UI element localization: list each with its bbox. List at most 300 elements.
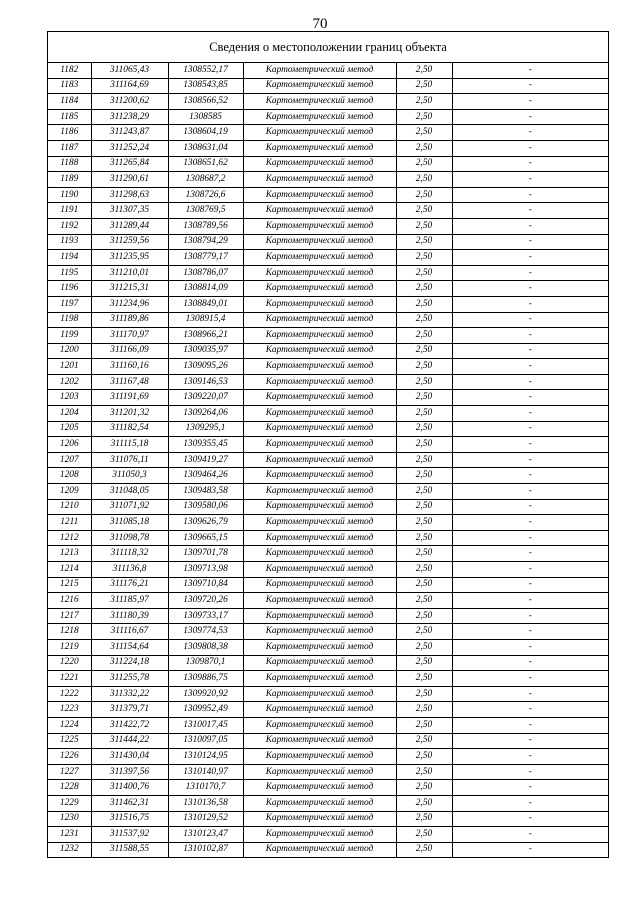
method-cell: Картометрический метод xyxy=(243,468,396,484)
point-number-cell: 1212 xyxy=(48,530,91,546)
table-row xyxy=(48,125,608,141)
description-cell: - xyxy=(452,468,608,484)
point-number-cell: 1208 xyxy=(48,468,91,484)
point-number-cell: 1205 xyxy=(48,421,91,437)
method-cell: Картометрический метод xyxy=(243,764,396,780)
method-cell: Картометрический метод xyxy=(243,218,396,234)
accuracy-cell: 2,50 xyxy=(396,109,452,125)
y-coordinate-cell: 1309095,26 xyxy=(168,359,243,375)
description-cell: - xyxy=(452,655,608,671)
y-coordinate-cell: 1309774,53 xyxy=(168,624,243,640)
y-coordinate-cell: 1308966,21 xyxy=(168,328,243,344)
accuracy-cell: 2,50 xyxy=(396,749,452,765)
table-row xyxy=(48,109,608,125)
point-number-cell: 1222 xyxy=(48,686,91,702)
y-coordinate-cell: 1310124,95 xyxy=(168,749,243,765)
accuracy-cell: 2,50 xyxy=(396,546,452,562)
point-number-cell: 1218 xyxy=(48,624,91,640)
description-cell: - xyxy=(452,250,608,266)
method-cell: Картометрический метод xyxy=(243,733,396,749)
table-row xyxy=(48,499,608,515)
point-number-cell: 1197 xyxy=(48,296,91,312)
x-coordinate-cell: 311298,63 xyxy=(91,187,168,203)
description-cell: - xyxy=(452,78,608,94)
table-row xyxy=(48,390,608,406)
method-cell: Картометрический метод xyxy=(243,546,396,562)
table-row xyxy=(48,764,608,780)
x-coordinate-cell: 311170,97 xyxy=(91,328,168,344)
table-row xyxy=(48,608,608,624)
x-coordinate-cell: 311050,3 xyxy=(91,468,168,484)
accuracy-cell: 2,50 xyxy=(396,468,452,484)
description-cell: - xyxy=(452,671,608,687)
y-coordinate-cell: 1309701,78 xyxy=(168,546,243,562)
table-row xyxy=(48,421,608,437)
description-cell: - xyxy=(452,156,608,172)
accuracy-cell: 2,50 xyxy=(396,421,452,437)
page-number: 70 xyxy=(312,16,328,32)
point-number-cell: 1207 xyxy=(48,452,91,468)
x-coordinate-cell: 311516,75 xyxy=(91,811,168,827)
point-number-cell: 1211 xyxy=(48,515,91,531)
table-row xyxy=(48,374,608,390)
table-row xyxy=(48,484,608,500)
accuracy-cell: 2,50 xyxy=(396,203,452,219)
accuracy-cell: 2,50 xyxy=(396,671,452,687)
table-row xyxy=(48,842,608,857)
method-cell: Картометрический метод xyxy=(243,203,396,219)
point-number-cell: 1193 xyxy=(48,234,91,250)
method-cell: Картометрический метод xyxy=(243,717,396,733)
x-coordinate-cell: 311243,87 xyxy=(91,125,168,141)
y-coordinate-cell: 1310136,58 xyxy=(168,795,243,811)
description-cell: - xyxy=(452,562,608,578)
x-coordinate-cell: 311265,84 xyxy=(91,156,168,172)
description-cell: - xyxy=(452,265,608,281)
x-coordinate-cell: 311215,31 xyxy=(91,281,168,297)
x-coordinate-cell: 311180,39 xyxy=(91,608,168,624)
table-row xyxy=(48,172,608,188)
description-cell: - xyxy=(452,702,608,718)
x-coordinate-cell: 311397,56 xyxy=(91,764,168,780)
accuracy-cell: 2,50 xyxy=(396,359,452,375)
y-coordinate-cell: 1309665,15 xyxy=(168,530,243,546)
method-cell: Картометрический метод xyxy=(243,234,396,250)
x-coordinate-cell: 311065,43 xyxy=(91,63,168,78)
point-number-cell: 1210 xyxy=(48,499,91,515)
point-number-cell: 1201 xyxy=(48,359,91,375)
x-coordinate-cell: 311307,35 xyxy=(91,203,168,219)
accuracy-cell: 2,50 xyxy=(396,172,452,188)
accuracy-cell: 2,50 xyxy=(396,717,452,733)
description-cell: - xyxy=(452,437,608,453)
table-row xyxy=(48,827,608,843)
x-coordinate-cell: 311200,62 xyxy=(91,94,168,110)
method-cell: Картометрический метод xyxy=(243,343,396,359)
point-number-cell: 1229 xyxy=(48,795,91,811)
accuracy-cell: 2,50 xyxy=(396,764,452,780)
point-number-cell: 1224 xyxy=(48,717,91,733)
description-cell: - xyxy=(452,717,608,733)
method-cell: Картометрический метод xyxy=(243,780,396,796)
table-row xyxy=(48,639,608,655)
point-number-cell: 1192 xyxy=(48,218,91,234)
x-coordinate-cell: 311289,44 xyxy=(91,218,168,234)
point-number-cell: 1217 xyxy=(48,608,91,624)
y-coordinate-cell: 1309952,49 xyxy=(168,702,243,718)
accuracy-cell: 2,50 xyxy=(396,234,452,250)
accuracy-cell: 2,50 xyxy=(396,811,452,827)
accuracy-cell: 2,50 xyxy=(396,125,452,141)
table-row xyxy=(48,296,608,312)
x-coordinate-cell: 311076,11 xyxy=(91,452,168,468)
y-coordinate-cell: 1310140,97 xyxy=(168,764,243,780)
point-number-cell: 1209 xyxy=(48,484,91,500)
x-coordinate-cell: 311235,95 xyxy=(91,250,168,266)
y-coordinate-cell: 1309146,53 xyxy=(168,374,243,390)
y-coordinate-cell: 1309720,26 xyxy=(168,593,243,609)
table-row xyxy=(48,780,608,796)
table-row xyxy=(48,437,608,453)
method-cell: Картометрический метод xyxy=(243,374,396,390)
accuracy-cell: 2,50 xyxy=(396,281,452,297)
method-cell: Картометрический метод xyxy=(243,608,396,624)
y-coordinate-cell: 1310170,7 xyxy=(168,780,243,796)
x-coordinate-cell: 311444,22 xyxy=(91,733,168,749)
description-cell: - xyxy=(452,749,608,765)
y-coordinate-cell: 1309626,79 xyxy=(168,515,243,531)
description-cell: - xyxy=(452,203,608,219)
accuracy-cell: 2,50 xyxy=(396,624,452,640)
method-cell: Картометрический метод xyxy=(243,359,396,375)
accuracy-cell: 2,50 xyxy=(396,218,452,234)
y-coordinate-cell: 1308552,17 xyxy=(168,63,243,78)
y-coordinate-cell: 1309483,58 xyxy=(168,484,243,500)
table-row xyxy=(48,281,608,297)
point-number-cell: 1232 xyxy=(48,842,91,857)
description-cell: - xyxy=(452,484,608,500)
point-number-cell: 1185 xyxy=(48,109,91,125)
method-cell: Картометрический метод xyxy=(243,827,396,843)
y-coordinate-cell: 1309886,75 xyxy=(168,671,243,687)
point-number-cell: 1190 xyxy=(48,187,91,203)
method-cell: Картометрический метод xyxy=(243,187,396,203)
x-coordinate-cell: 311185,97 xyxy=(91,593,168,609)
x-coordinate-cell: 311379,71 xyxy=(91,702,168,718)
point-number-cell: 1215 xyxy=(48,577,91,593)
method-cell: Картометрический метод xyxy=(243,281,396,297)
table-row xyxy=(48,515,608,531)
x-coordinate-cell: 311160,16 xyxy=(91,359,168,375)
x-coordinate-cell: 311071,92 xyxy=(91,499,168,515)
description-cell: - xyxy=(452,343,608,359)
method-cell: Картометрический метод xyxy=(243,312,396,328)
y-coordinate-cell: 1308651,62 xyxy=(168,156,243,172)
description-cell: - xyxy=(452,374,608,390)
accuracy-cell: 2,50 xyxy=(396,780,452,796)
accuracy-cell: 2,50 xyxy=(396,515,452,531)
x-coordinate-cell: 311462,31 xyxy=(91,795,168,811)
description-cell: - xyxy=(452,764,608,780)
y-coordinate-cell: 1308786,07 xyxy=(168,265,243,281)
accuracy-cell: 2,50 xyxy=(396,639,452,655)
point-number-cell: 1183 xyxy=(48,78,91,94)
y-coordinate-cell: 1308915,4 xyxy=(168,312,243,328)
x-coordinate-cell: 311164,69 xyxy=(91,78,168,94)
method-cell: Картометрический метод xyxy=(243,421,396,437)
accuracy-cell: 2,50 xyxy=(396,484,452,500)
table-row xyxy=(48,156,608,172)
coordinates-table-body xyxy=(48,63,608,857)
table-row xyxy=(48,655,608,671)
x-coordinate-cell: 311252,24 xyxy=(91,140,168,156)
x-coordinate-cell: 311166,09 xyxy=(91,343,168,359)
description-cell: - xyxy=(452,187,608,203)
accuracy-cell: 2,50 xyxy=(396,499,452,515)
table-row xyxy=(48,343,608,359)
description-cell: - xyxy=(452,421,608,437)
y-coordinate-cell: 1308726,6 xyxy=(168,187,243,203)
y-coordinate-cell: 1308769,5 xyxy=(168,203,243,219)
description-cell: - xyxy=(452,593,608,609)
accuracy-cell: 2,50 xyxy=(396,94,452,110)
method-cell: Картометрический метод xyxy=(243,125,396,141)
accuracy-cell: 2,50 xyxy=(396,842,452,857)
method-cell: Картометрический метод xyxy=(243,78,396,94)
point-number-cell: 1225 xyxy=(48,733,91,749)
description-cell: - xyxy=(452,63,608,78)
table-row xyxy=(48,717,608,733)
description-cell: - xyxy=(452,281,608,297)
y-coordinate-cell: 1308849,01 xyxy=(168,296,243,312)
table-row xyxy=(48,250,608,266)
method-cell: Картометрический метод xyxy=(243,686,396,702)
x-coordinate-cell: 311290,61 xyxy=(91,172,168,188)
method-cell: Картометрический метод xyxy=(243,515,396,531)
description-cell: - xyxy=(452,296,608,312)
accuracy-cell: 2,50 xyxy=(396,312,452,328)
accuracy-cell: 2,50 xyxy=(396,78,452,94)
description-cell: - xyxy=(452,811,608,827)
y-coordinate-cell: 1310102,87 xyxy=(168,842,243,857)
method-cell: Картометрический метод xyxy=(243,577,396,593)
table-row xyxy=(48,468,608,484)
x-coordinate-cell: 311238,29 xyxy=(91,109,168,125)
description-cell: - xyxy=(452,328,608,344)
point-number-cell: 1202 xyxy=(48,374,91,390)
description-cell: - xyxy=(452,577,608,593)
point-number-cell: 1226 xyxy=(48,749,91,765)
point-number-cell: 1228 xyxy=(48,780,91,796)
accuracy-cell: 2,50 xyxy=(396,655,452,671)
x-coordinate-cell: 311234,96 xyxy=(91,296,168,312)
y-coordinate-cell: 1309920,92 xyxy=(168,686,243,702)
description-cell: - xyxy=(452,499,608,515)
x-coordinate-cell: 311201,32 xyxy=(91,406,168,422)
point-number-cell: 1230 xyxy=(48,811,91,827)
table-row xyxy=(48,218,608,234)
accuracy-cell: 2,50 xyxy=(396,328,452,344)
table-row xyxy=(48,749,608,765)
x-coordinate-cell: 311176,21 xyxy=(91,577,168,593)
method-cell: Картометрический метод xyxy=(243,94,396,110)
accuracy-cell: 2,50 xyxy=(396,63,452,78)
method-cell: Картометрический метод xyxy=(243,671,396,687)
y-coordinate-cell: 1309713,98 xyxy=(168,562,243,578)
method-cell: Картометрический метод xyxy=(243,562,396,578)
description-cell: - xyxy=(452,312,608,328)
point-number-cell: 1219 xyxy=(48,639,91,655)
y-coordinate-cell: 1308566,52 xyxy=(168,94,243,110)
table-row xyxy=(48,546,608,562)
description-cell: - xyxy=(452,515,608,531)
accuracy-cell: 2,50 xyxy=(396,437,452,453)
table-row xyxy=(48,203,608,219)
x-coordinate-cell: 311167,48 xyxy=(91,374,168,390)
table-row xyxy=(48,577,608,593)
table-row xyxy=(48,686,608,702)
y-coordinate-cell: 1308687,2 xyxy=(168,172,243,188)
accuracy-cell: 2,50 xyxy=(396,452,452,468)
method-cell: Картометрический метод xyxy=(243,390,396,406)
method-cell: Картометрический метод xyxy=(243,437,396,453)
table-row xyxy=(48,187,608,203)
y-coordinate-cell: 1309419,27 xyxy=(168,452,243,468)
x-coordinate-cell: 311154,64 xyxy=(91,639,168,655)
x-coordinate-cell: 311537,92 xyxy=(91,827,168,843)
description-cell: - xyxy=(452,359,608,375)
y-coordinate-cell: 1310017,45 xyxy=(168,717,243,733)
table-row xyxy=(48,78,608,94)
accuracy-cell: 2,50 xyxy=(396,156,452,172)
description-cell: - xyxy=(452,639,608,655)
y-coordinate-cell: 1309733,17 xyxy=(168,608,243,624)
x-coordinate-cell: 311400,76 xyxy=(91,780,168,796)
description-cell: - xyxy=(452,390,608,406)
table-row xyxy=(48,624,608,640)
y-coordinate-cell: 1308585 xyxy=(168,109,243,125)
description-cell: - xyxy=(452,608,608,624)
method-cell: Картометрический метод xyxy=(243,530,396,546)
accuracy-cell: 2,50 xyxy=(396,250,452,266)
x-coordinate-cell: 311098,78 xyxy=(91,530,168,546)
table-row xyxy=(48,593,608,609)
accuracy-cell: 2,50 xyxy=(396,827,452,843)
method-cell: Картометрический метод xyxy=(243,842,396,857)
point-number-cell: 1204 xyxy=(48,406,91,422)
point-number-cell: 1227 xyxy=(48,764,91,780)
method-cell: Картометрический метод xyxy=(243,250,396,266)
coordinates-table xyxy=(48,63,608,857)
point-number-cell: 1182 xyxy=(48,63,91,78)
method-cell: Картометрический метод xyxy=(243,639,396,655)
y-coordinate-cell: 1309464,26 xyxy=(168,468,243,484)
description-cell: - xyxy=(452,795,608,811)
y-coordinate-cell: 1309295,1 xyxy=(168,421,243,437)
description-cell: - xyxy=(452,452,608,468)
method-cell: Картометрический метод xyxy=(243,624,396,640)
description-cell: - xyxy=(452,218,608,234)
point-number-cell: 1213 xyxy=(48,546,91,562)
x-coordinate-cell: 311182,54 xyxy=(91,421,168,437)
x-coordinate-cell: 311115,18 xyxy=(91,437,168,453)
point-number-cell: 1191 xyxy=(48,203,91,219)
table-row xyxy=(48,671,608,687)
table-row xyxy=(48,359,608,375)
y-coordinate-cell: 1310129,52 xyxy=(168,811,243,827)
point-number-cell: 1194 xyxy=(48,250,91,266)
accuracy-cell: 2,50 xyxy=(396,140,452,156)
table-row xyxy=(48,733,608,749)
x-coordinate-cell: 311116,67 xyxy=(91,624,168,640)
accuracy-cell: 2,50 xyxy=(396,265,452,281)
point-number-cell: 1199 xyxy=(48,328,91,344)
point-number-cell: 1216 xyxy=(48,593,91,609)
y-coordinate-cell: 1308543,85 xyxy=(168,78,243,94)
x-coordinate-cell: 311588,55 xyxy=(91,842,168,857)
method-cell: Картометрический метод xyxy=(243,811,396,827)
description-cell: - xyxy=(452,733,608,749)
x-coordinate-cell: 311191,69 xyxy=(91,390,168,406)
x-coordinate-cell: 311430,04 xyxy=(91,749,168,765)
x-coordinate-cell: 311136,8 xyxy=(91,562,168,578)
description-cell: - xyxy=(452,140,608,156)
description-cell: - xyxy=(452,530,608,546)
y-coordinate-cell: 1309264,06 xyxy=(168,406,243,422)
point-number-cell: 1203 xyxy=(48,390,91,406)
method-cell: Картометрический метод xyxy=(243,140,396,156)
method-cell: Картометрический метод xyxy=(243,296,396,312)
point-number-cell: 1223 xyxy=(48,702,91,718)
table-row xyxy=(48,265,608,281)
method-cell: Картометрический метод xyxy=(243,655,396,671)
x-coordinate-cell: 311085,18 xyxy=(91,515,168,531)
table-row xyxy=(48,63,608,78)
description-cell: - xyxy=(452,406,608,422)
table-row xyxy=(48,702,608,718)
description-cell: - xyxy=(452,624,608,640)
y-coordinate-cell: 1308604,19 xyxy=(168,125,243,141)
table-row xyxy=(48,795,608,811)
accuracy-cell: 2,50 xyxy=(396,406,452,422)
y-coordinate-cell: 1309355,45 xyxy=(168,437,243,453)
point-number-cell: 1220 xyxy=(48,655,91,671)
method-cell: Картометрический метод xyxy=(243,749,396,765)
y-coordinate-cell: 1310123,47 xyxy=(168,827,243,843)
point-number-cell: 1231 xyxy=(48,827,91,843)
description-cell: - xyxy=(452,780,608,796)
table-row xyxy=(48,140,608,156)
table-row xyxy=(48,452,608,468)
point-number-cell: 1214 xyxy=(48,562,91,578)
description-cell: - xyxy=(452,546,608,562)
y-coordinate-cell: 1309220,07 xyxy=(168,390,243,406)
accuracy-cell: 2,50 xyxy=(396,795,452,811)
point-number-cell: 1200 xyxy=(48,343,91,359)
x-coordinate-cell: 311332,22 xyxy=(91,686,168,702)
y-coordinate-cell: 1309870,1 xyxy=(168,655,243,671)
y-coordinate-cell: 1309580,06 xyxy=(168,499,243,515)
point-number-cell: 1186 xyxy=(48,125,91,141)
table-row xyxy=(48,562,608,578)
description-cell: - xyxy=(452,125,608,141)
method-cell: Картометрический метод xyxy=(243,109,396,125)
table-row xyxy=(48,406,608,422)
method-cell: Картометрический метод xyxy=(243,499,396,515)
accuracy-cell: 2,50 xyxy=(396,562,452,578)
method-cell: Картометрический метод xyxy=(243,702,396,718)
table-row xyxy=(48,94,608,110)
